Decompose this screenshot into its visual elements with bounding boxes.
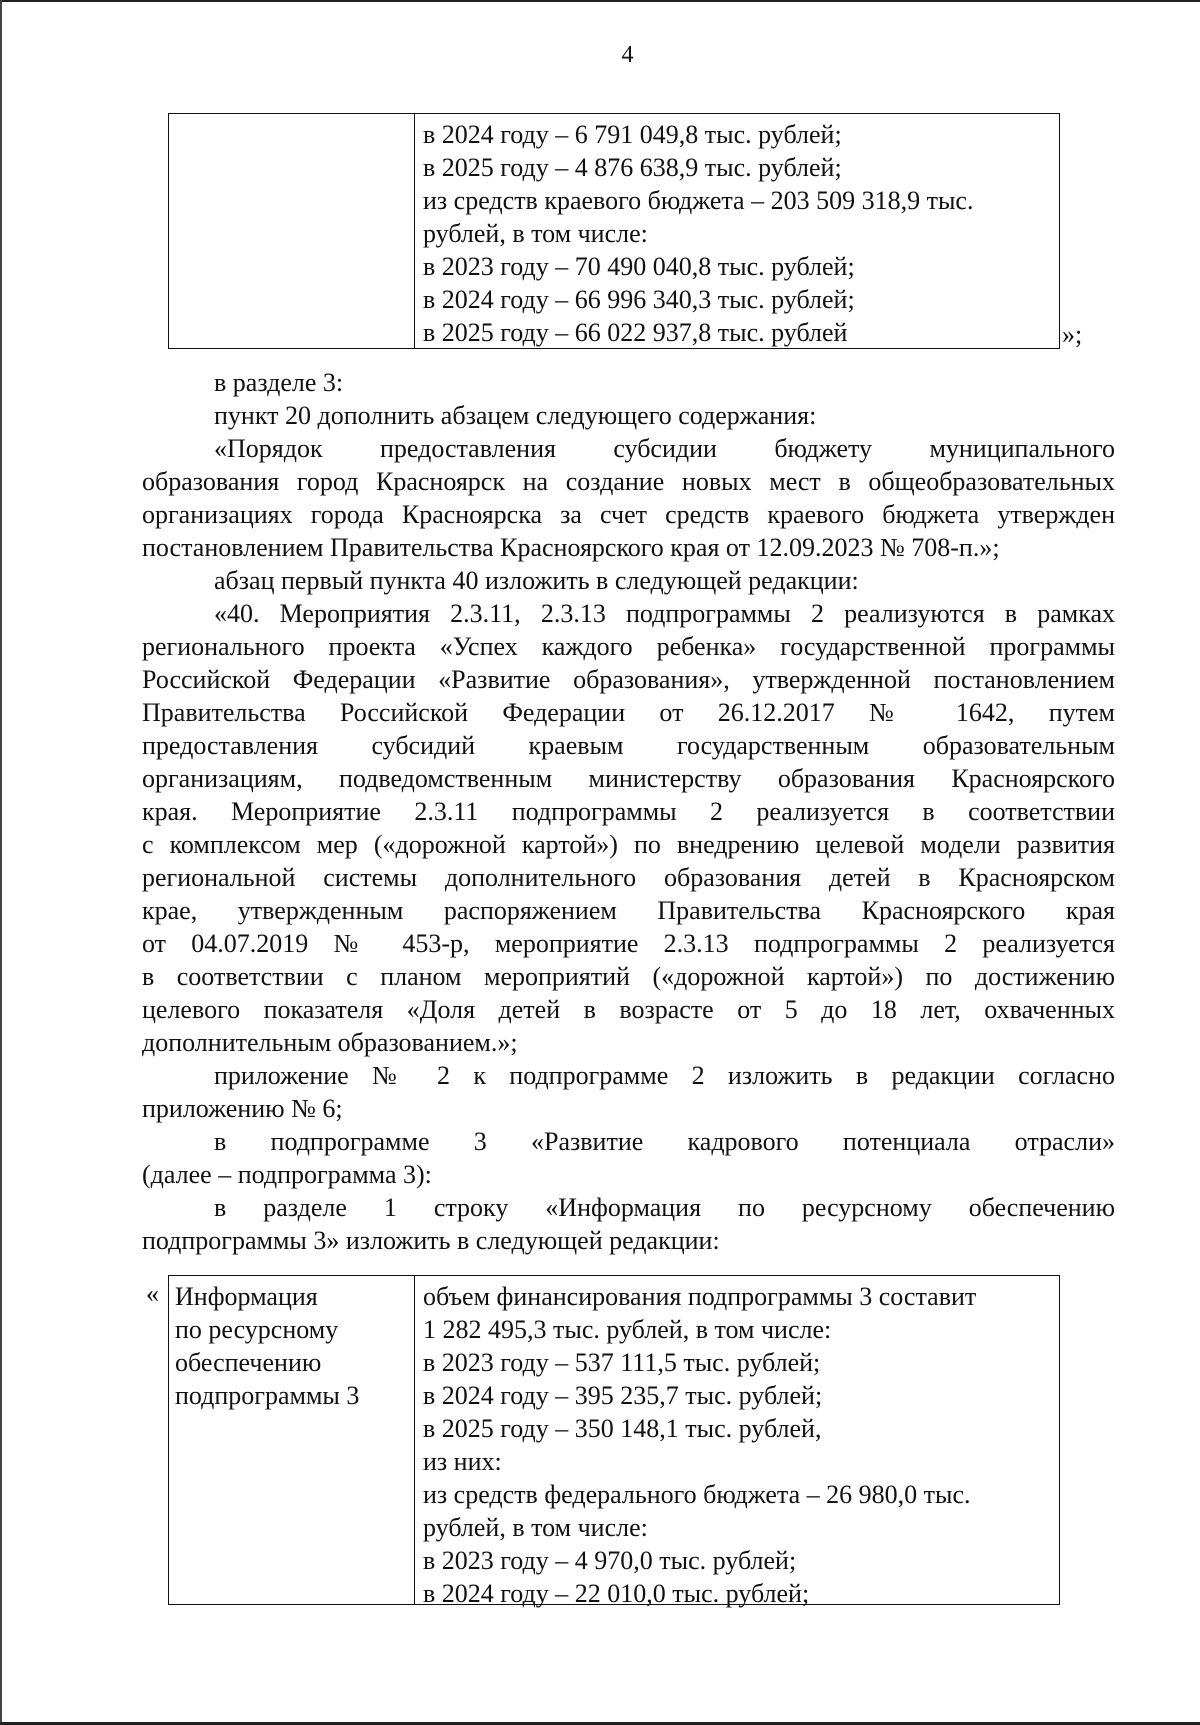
- paragraph-item-40-line: края. Мероприятие 2.3.11 подпрограммы 2 реализуется в соответствии: [142, 797, 1115, 826]
- paragraph-section-1-line: подпрограммы 3» изложить в следующей редакции:: [142, 1226, 720, 1255]
- table-line: рублей, в том числе:: [423, 1513, 648, 1542]
- table-line: в 2023 году – 70 490 040,8 тыс. рублей;: [423, 252, 855, 281]
- table-line: в 2024 году – 22 010,0 тыс. рублей;: [423, 1579, 810, 1608]
- table-line: из средств федерального бюджета – 26 980,0 тыс.: [423, 1480, 971, 1509]
- paragraph-item-20: пункт 20 дополнить абзацем следующего содержания:: [214, 401, 817, 430]
- table-line: в 2024 году – 66 996 340,3 тыс. рублей;: [423, 285, 855, 314]
- table-line: объем финансирования подпрограммы 3 составит: [423, 1282, 977, 1311]
- paragraph-item-40-line: регионального проекта «Успех каждого ребенка» государственной программы: [142, 632, 1115, 661]
- paragraph-item-40-line: Российской Федерации «Развитие образования», утвержденной постановлением: [142, 665, 1115, 694]
- paragraph-appendix-line: приложение № 2 к подпрограмме 2 изложить в редакции согласно: [214, 1061, 1115, 1090]
- scan-edge-left: [0, 0, 2, 1725]
- paragraph-item-40-line: крае, утвержденным распоряжением Правительства Красноярского края: [142, 896, 1115, 925]
- table-line: в 2025 году – 4 876 638,9 тыс. рублей;: [423, 153, 842, 182]
- paragraph-item-40-intro: абзац первый пункта 40 изложить в следующей редакции:: [214, 566, 859, 595]
- table-closing-mark: »;: [1062, 320, 1083, 349]
- paragraph-order-line: постановлением Правительства Красноярского края от 12.09.2023 № 708-п.»;: [142, 533, 1000, 562]
- paragraph-item-40-line: от 04.07.2019 № 453-р, мероприятие 2.3.13 подпрограммы 2 реализуется: [142, 929, 1115, 958]
- table-line: в 2024 году – 395 235,7 тыс. рублей;: [423, 1381, 823, 1410]
- resource-table-continuation: [168, 113, 1060, 349]
- paragraph-item-40-line: региональной системы дополнительного образования детей в Красноярском: [142, 863, 1115, 892]
- paragraph-item-40-line: «40. Мероприятия 2.3.11, 2.3.13 подпрограммы 2 реализуются в рамках: [214, 599, 1115, 628]
- paragraph-item-40-line: с комплексом мер («дорожной картой») по внедрению целевой модели развития: [142, 830, 1115, 859]
- paragraph-item-40-line: Правительства Российской Федерации от 26.12.2017 № 1642, путем: [142, 698, 1115, 727]
- paragraph-item-40-line: целевого показателя «Доля детей в возрасте от 5 до 18 лет, охваченных: [142, 995, 1115, 1024]
- paragraph-order-line: «Порядок предоставления субсидии бюджету муниципального: [214, 434, 1115, 463]
- paragraph-order-line: образования город Красноярск на создание новых мест в общеобразовательных: [142, 467, 1115, 496]
- paragraph-section-1-line: в разделе 1 строку «Информация по ресурсному обеспечению: [214, 1193, 1115, 1222]
- table-line: 1 282 495,3 тыс. рублей, в том числе:: [423, 1315, 832, 1344]
- resource-table-subprogram-3: [168, 1275, 1060, 1608]
- table-line: по ресурсному: [175, 1315, 339, 1344]
- table-opening-mark: «: [146, 1279, 159, 1308]
- table-line: в 2023 году – 4 970,0 тыс. рублей;: [423, 1546, 797, 1575]
- table-line: в 2024 году – 6 791 049,8 тыс. рублей;: [423, 120, 842, 149]
- paragraph-subprogram-3-line: в подпрограмме 3 «Развитие кадрового потенциала отрасли»: [214, 1127, 1115, 1156]
- table-line: Информация: [175, 1282, 318, 1311]
- table-right-cell: [415, 1276, 1059, 1608]
- table-line: подпрограммы 3: [175, 1381, 360, 1410]
- table-left-cell: [169, 1276, 415, 1604]
- table-line: из средств краевого бюджета – 203 509 318,9 тыс.: [423, 186, 974, 215]
- table-line: обеспечению: [175, 1348, 322, 1377]
- paragraph-item-40-line: дополнительным образованием.»;: [142, 1028, 518, 1057]
- table-line: в 2023 году – 537 111,5 тыс. рублей;: [423, 1348, 821, 1377]
- table-line: в 2025 году – 66 022 937,8 тыс. рублей: [423, 318, 848, 347]
- table-line: из них:: [423, 1447, 502, 1476]
- document-body: [142, 366, 1115, 1257]
- paragraph-item-40-line: в соответствии с планом мероприятий («дорожной картой») по достижению: [142, 962, 1115, 991]
- paragraph-item-40-line: предоставления субсидий краевым государственным образовательным: [142, 731, 1115, 760]
- table-line: в 2025 году – 350 148,1 тыс. рублей,: [423, 1414, 822, 1443]
- paragraph-order-line: организациях города Красноярска за счет средств краевого бюджета утвержден: [142, 500, 1115, 529]
- table-right-cell: [415, 114, 1059, 348]
- paragraph-item-40-line: организациям, подведомственным министерству образования Красноярского: [142, 764, 1115, 793]
- paragraph-subprogram-3-line: (далее – подпрограмма 3):: [142, 1160, 432, 1189]
- table-line: рублей, в том числе:: [423, 219, 648, 248]
- paragraph-section-3: в разделе 3:: [214, 368, 344, 397]
- paragraph-appendix-line: приложению № 6;: [142, 1094, 343, 1123]
- page-number: 4: [621, 42, 634, 68]
- scan-edge-top: [0, 0, 1200, 2]
- table-left-cell: [169, 114, 415, 348]
